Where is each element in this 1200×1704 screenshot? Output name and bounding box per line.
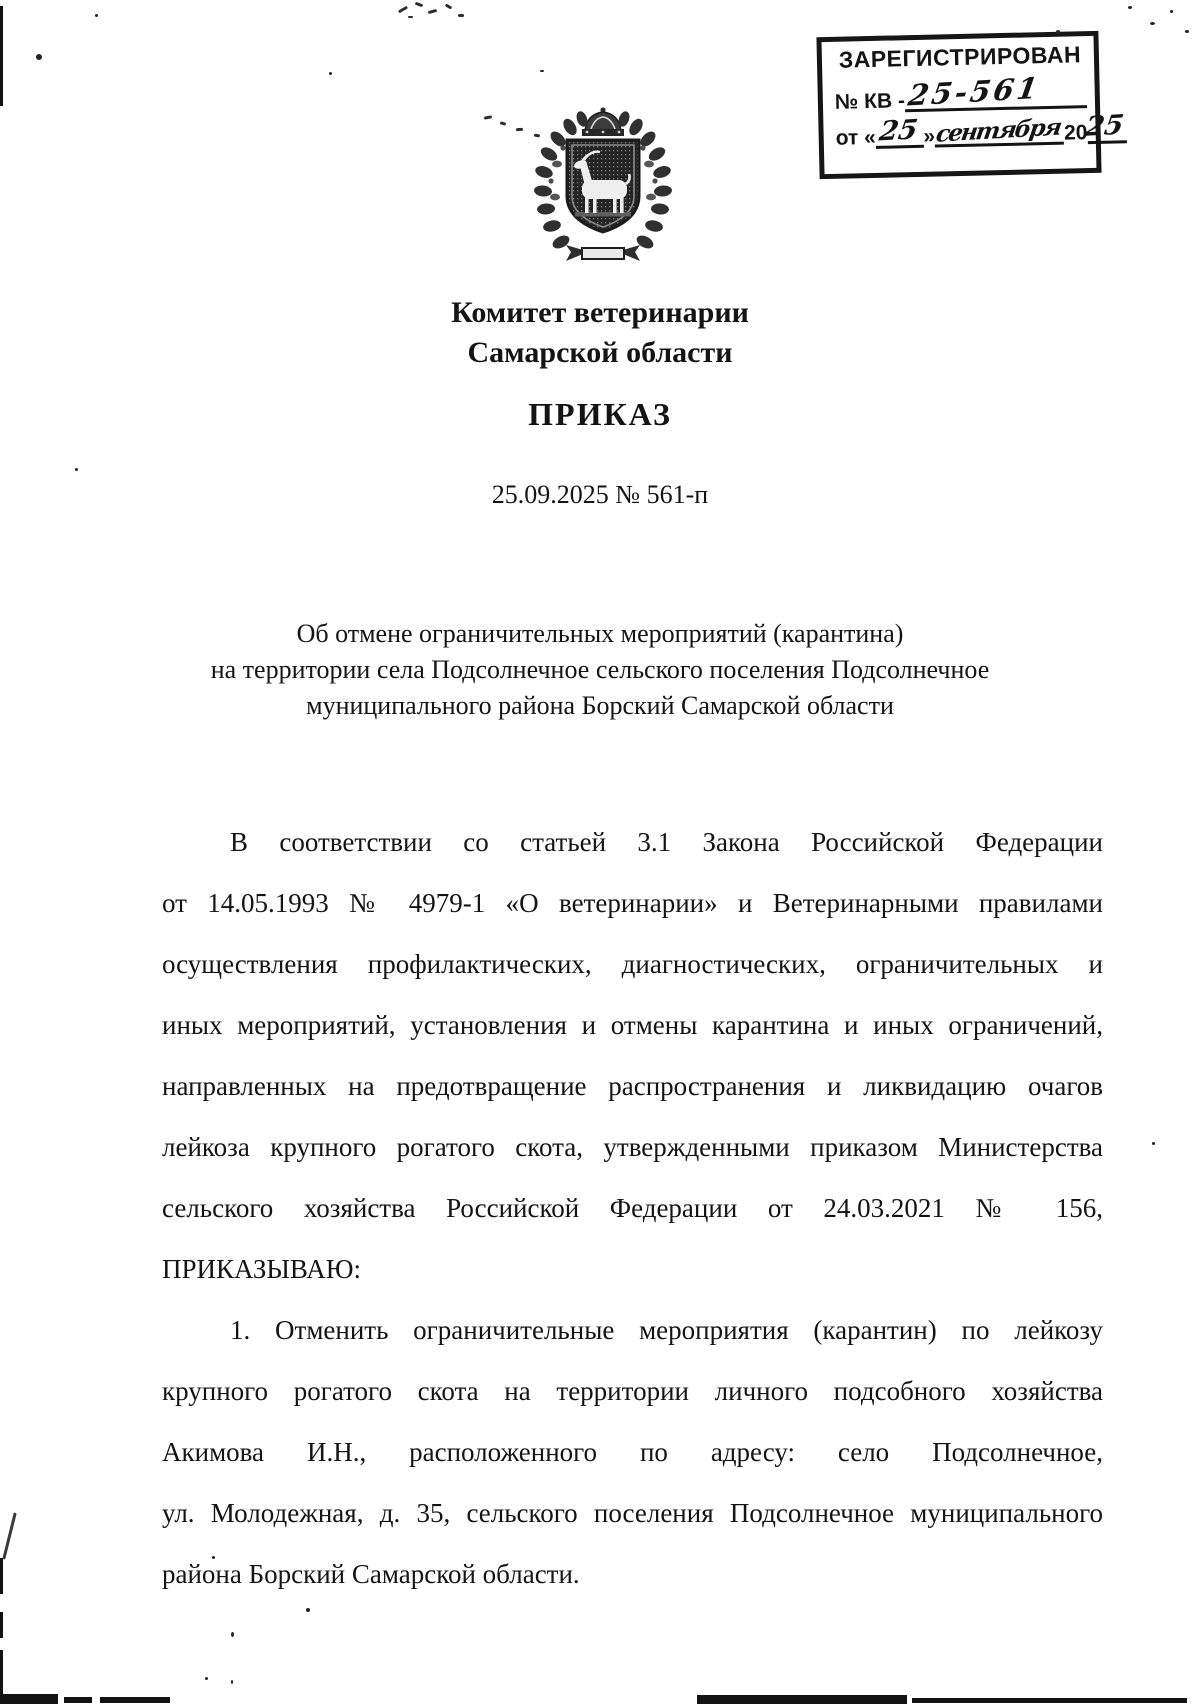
shield — [567, 140, 639, 232]
subject-line: муниципального района Борский Самарской области — [306, 691, 894, 720]
body-line: В соответствии со статьей 3.1 Закона Российской Федерации — [230, 827, 1103, 857]
org-line-1: Комитет ветеринарии — [451, 296, 749, 329]
document-body — [162, 812, 1103, 1605]
stamp-year-printed: 20 — [1063, 121, 1088, 145]
stamp-number-label: № КВ - — [834, 89, 906, 114]
stamp-number-handwritten: 25-561 — [905, 70, 1043, 113]
stamp-close-quote: » — [923, 124, 936, 148]
ribbon — [566, 245, 640, 261]
stamp-year-handwritten: 25 — [1082, 109, 1126, 143]
stamp-day-handwritten: 25 — [877, 114, 920, 148]
body-line: направленных на предотвращение распространения и ликвидацию очагов — [162, 1071, 1103, 1101]
registration-stamp — [816, 31, 1126, 179]
body-line: сельского хозяйства Российской Федерации от 24.03.2021 № 156, — [162, 1193, 1103, 1223]
body-line: 1. Отменить ограничительные мероприятия (карантин) по лейкозу — [230, 1315, 1103, 1345]
body-line: крупного рогатого скота на территории личного подсобного хозяйства — [162, 1376, 1103, 1406]
body-line: ул. Молодежная, д. 35, сельского поселения Подсолнечное муниципального — [162, 1498, 1103, 1528]
body-line: иных мероприятий, установления и отмены карантина и иных ограничений, — [162, 1010, 1103, 1040]
body-line: лейкоза крупного рогатого скота, утвержденными приказом Министерства — [162, 1132, 1103, 1162]
crown-icon — [582, 107, 624, 136]
body-line: осуществления профилактических, диагностических, ограничительных и — [162, 949, 1103, 979]
document-date-number: 25.09.2025 № 561-п — [491, 480, 709, 509]
body-line: Акимова И.Н., расположенного по адресу: село Подсолнечное, — [162, 1437, 1103, 1467]
body-line: от 14.05.1993 № 4979-1 «О ветеринарии» и Ветеринарными правилами — [162, 888, 1103, 918]
stamp-month-handwritten: сентября — [934, 113, 1063, 148]
stamp-title: ЗАРЕГИСТРИРОВАН — [838, 41, 1082, 73]
document-type-title: ПРИКАЗ — [528, 396, 672, 432]
subject-line: на территории села Подсолнечное сельского поселения Подсолнечное — [210, 655, 990, 684]
subject-line: Об отмене ограничительных мероприятий (карантина) — [296, 619, 904, 648]
stamp-date-prefix: от « — [835, 125, 877, 150]
body-line: района Борский Самарской области. — [162, 1559, 580, 1589]
samara-coat-of-arms — [527, 104, 679, 268]
body-line-prikazyvayu: ПРИКАЗЫВАЮ: — [162, 1254, 361, 1284]
organization-name — [0, 293, 1200, 373]
document-subject — [0, 616, 1200, 724]
org-line-2: Самарской области — [467, 336, 733, 369]
